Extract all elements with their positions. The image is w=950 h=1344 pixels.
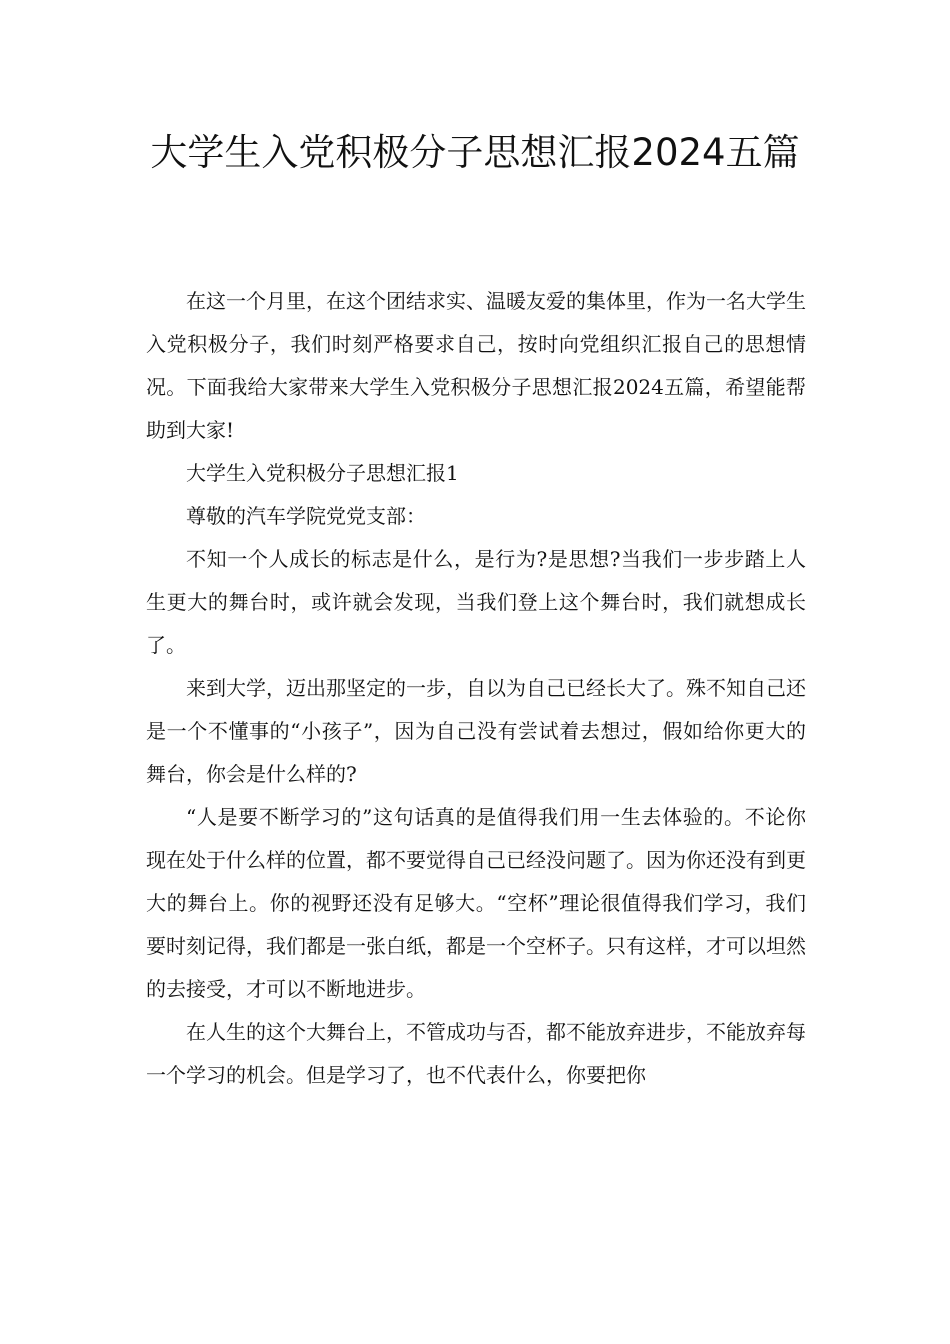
body-paragraph: “人是要不断学习的”这句话真的是值得我们用一生去体验的。不论你现在处于什么样的位置，都不要觉得自己已经没问题了。因为你还没有到更大的舞台上。你的视野还没有足够大。“空杯”理论很值得我们学习，我们要时刻记得，我们都是一张白纸，都是一个空杯子。只有这样，才可以坦然的去接受，才可以不断地进步。 [146, 805, 806, 1001]
body-paragraph: 在人生的这个大舞台上，不管成功与否，都不能放弃进步，不能放弃每一个学习的机会。但是学习了，也不代表什么，你要把你 [146, 1020, 806, 1087]
salutation: 尊敬的汽车学院党党支部： [186, 504, 426, 528]
section-heading: 大学生入党积极分子思想汇报1 [186, 461, 459, 485]
intro-paragraph: 在这一个月里，在这个团结求实、温暖友爱的集体里，作为一名大学生入党积极分子，我们时刻严格要求自己，按时向党组织汇报自己的思想情况。下面我给大家带来大学生入党积极分子思想汇报2024五篇，希望能帮助到大家! [146, 289, 806, 442]
body-paragraph: 不知一个人成长的标志是什么，是行为?是思想?当我们一步步踏上人生更大的舞台时，或许就会发现，当我们登上这个舞台时，我们就想成长了。 [146, 547, 806, 657]
body-paragraph: 来到大学，迈出那坚定的一步，自以为自己已经长大了。殊不知自己还是一个不懂事的“小孩子”，因为自己没有尝试着去想过，假如给你更大的舞台，你会是什么样的? [146, 676, 806, 786]
document-title: 大学生入党积极分子思想汇报2024五篇 [150, 131, 800, 174]
document-body [146, 280, 806, 1097]
